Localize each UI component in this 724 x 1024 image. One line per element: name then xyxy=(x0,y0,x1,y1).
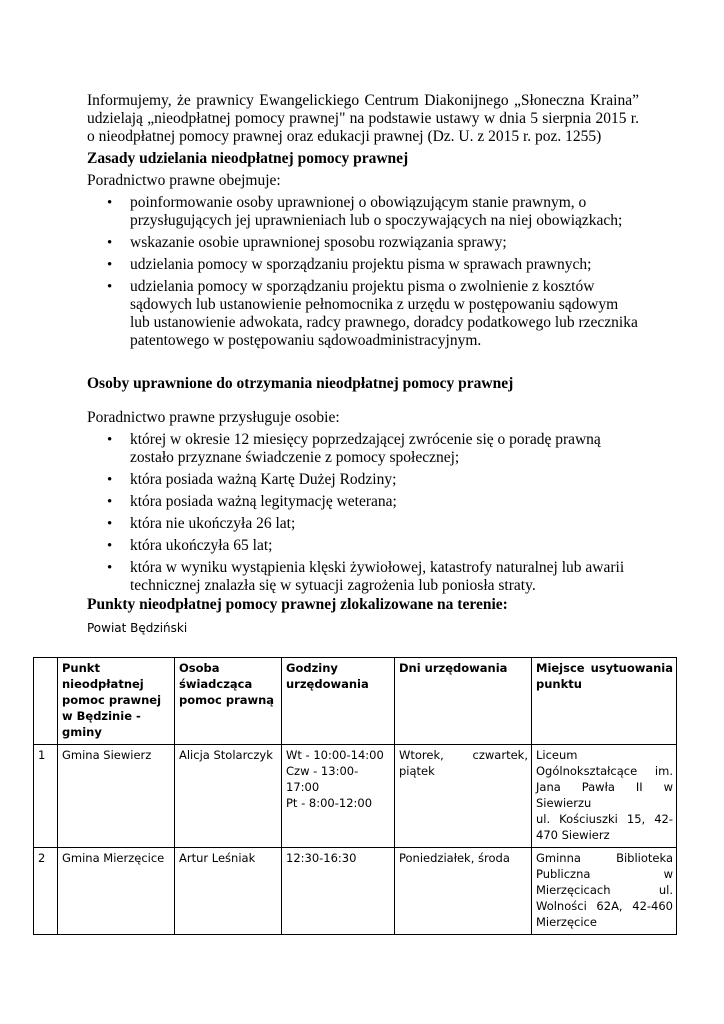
table-row xyxy=(34,745,677,848)
bullet-icon: • xyxy=(107,494,113,510)
header-days: Dni urzędowania xyxy=(395,658,532,745)
heading-rules: Zasady udzielania nieodpłatnej pomocy prawnej xyxy=(87,150,409,167)
cell-nr: 1 xyxy=(34,745,58,848)
bullet-icon: • xyxy=(107,538,113,554)
points-table xyxy=(33,657,677,935)
lead-eligible: Poradnictwo prawne przysługuje osobie: xyxy=(87,409,340,426)
bullet-icon: • xyxy=(107,516,113,532)
list-item: • która w wyniku wystąpienia klęski żywiołowej, katastrofy naturalnej lub awarii technicznej znalazła się w sytuacji zagrożenia lub poniosła straty. xyxy=(107,559,625,594)
cell-person: Alicja Stolarczyk xyxy=(175,745,282,848)
list-item: • udzielania pomocy w sporządzaniu projektu pisma o zwolnienie z kosztów sądowych lub ustanowienie pełnomocnika z urzędu w postępowaniu sądowym lub ustanowienie adwokata, radcy prawnego, doradcy podatkowego lub rzecznika patentowego w postępowaniu sądowoadministracyjnym. xyxy=(107,278,638,349)
list-eligible xyxy=(87,431,639,595)
cell-hours: Wt - 10:00-14:00 Czw - 13:00-17:00 Pt - 8:00-12:00 xyxy=(282,745,395,848)
cell-days: Poniedziałek, środa xyxy=(395,848,532,935)
bullet-icon: • xyxy=(107,560,113,576)
cell-hours: 12:30-16:30 xyxy=(282,848,395,935)
table-row xyxy=(34,848,677,935)
heading-eligible: Osoby uprawnione do otrzymania nieodpłatnej pomocy prawnej xyxy=(87,375,514,392)
header-person: Osoba świadcząca pomoc prawną xyxy=(175,658,282,745)
list-item: • która posiada ważną legitymację weterana; xyxy=(107,493,397,510)
location-address: ul. Kościuszki 15, 42-470 Siewierz xyxy=(536,812,673,842)
location-name: Liceum Ogólnokształcące im. Jana Pawła II w Siewierzu xyxy=(536,748,673,810)
list-item: • która nie ukończyła 26 lat; xyxy=(107,515,296,532)
bullet-icon: • xyxy=(107,279,113,295)
cell-location xyxy=(532,745,677,848)
intro-paragraph: Informujemy, że prawnicy Ewangelickiego Centrum Diakonijnego „Słoneczna Kraina” udzielają „nieodpłatnej pomocy prawnej" na podstawie ustawy w dnia 5 sierpnia 2015 r. o nieodpłatnej pomocy prawnej oraz edukacji prawnej (Dz. U. z 2015 r. poz. 1255) xyxy=(87,92,639,145)
list-item: • której w okresie 12 miesięcy poprzedzającej zwrócenie się o poradę prawną zostało przyznane świadczenie z pomocy społecznej; xyxy=(107,431,601,466)
document-body xyxy=(87,92,639,636)
location-name: Gminna Biblioteka Publiczna w Mierzęcicach ul. Wolności 62A, 42-460 Mierzęcice xyxy=(536,851,673,929)
cell-municipality: Gmina Siewierz xyxy=(58,745,175,848)
list-scope xyxy=(87,194,639,350)
header-nr xyxy=(34,658,58,745)
lead-scope: Poradnictwo prawne obejmuje: xyxy=(87,172,281,189)
bullet-icon: • xyxy=(107,257,113,273)
header-location: Miejsce usytuowania punktu xyxy=(532,658,677,745)
list-item: • poinformowanie osoby uprawnionej o obowiązującym stanie prawnym, o przysługujących jej uprawnieniach lub o spoczywających na niej obowiązkach; xyxy=(107,194,623,229)
bullet-icon: • xyxy=(107,235,113,251)
list-item: • która posiada ważną Kartę Dużej Rodziny; xyxy=(107,471,397,488)
bullet-icon: • xyxy=(107,472,113,488)
cell-municipality: Gmina Mierzęcice xyxy=(58,848,175,935)
heading-points: Punkty nieodpłatnej pomocy prawnej zlokalizowane na terenie: xyxy=(87,596,508,613)
header-point: Punkt nieodpłatnej pomoc prawnej w Będzinie - gminy xyxy=(58,658,175,745)
list-item: • która ukończyła 65 lat; xyxy=(107,537,273,554)
subheading-county: Powiat Będziński xyxy=(87,621,188,635)
list-item: • udzielania pomocy w sporządzaniu projektu pisma w sprawach prawnych; xyxy=(107,256,592,273)
cell-person: Artur Leśniak xyxy=(175,848,282,935)
bullet-icon: • xyxy=(107,195,113,211)
cell-nr: 2 xyxy=(34,848,58,935)
bullet-icon: • xyxy=(107,432,113,448)
list-item: • wskazanie osobie uprawnionej sposobu rozwiązania sprawy; xyxy=(107,234,507,251)
table-header-row xyxy=(34,658,677,745)
cell-days: Wtorek, czwartek, piątek xyxy=(395,745,532,848)
cell-location xyxy=(532,848,677,935)
header-hours: Godziny urzędowania xyxy=(282,658,395,745)
